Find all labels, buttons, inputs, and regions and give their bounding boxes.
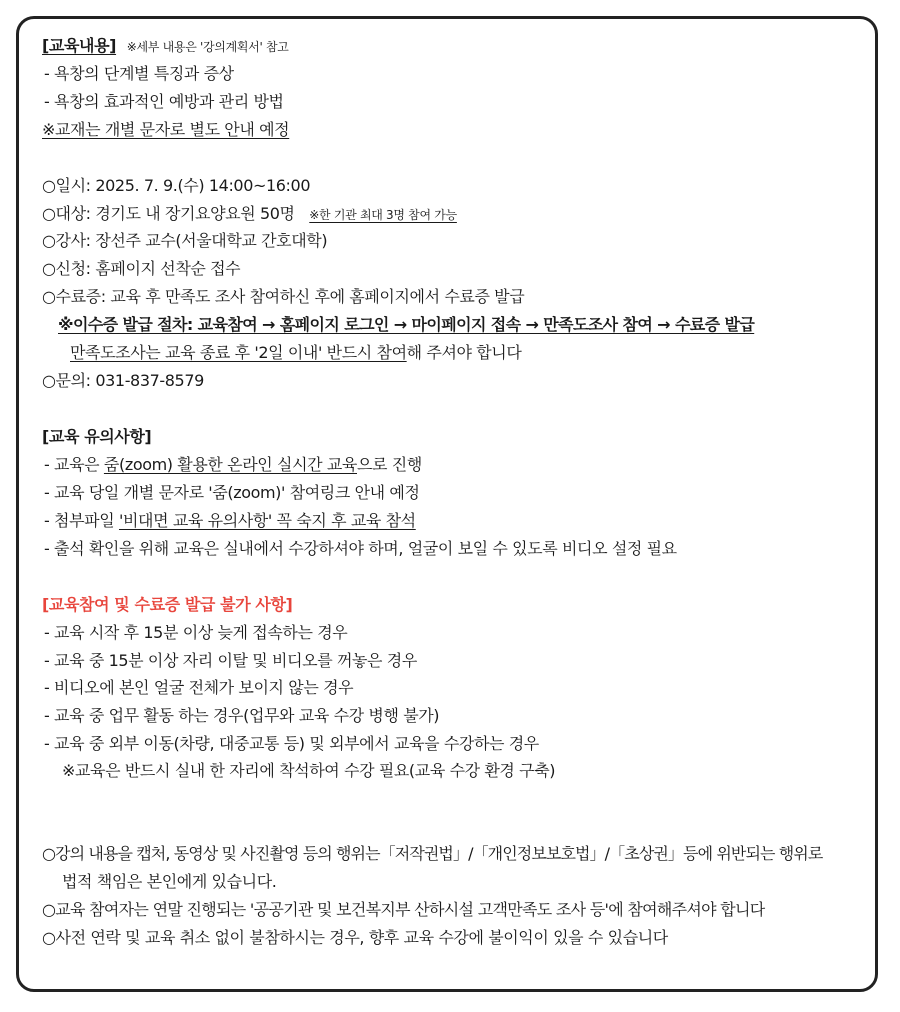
footer-line-2: ○교육 참여자는 연말 진행되는 '공공기관 및 보건복지부 산하시설 고객만족도 조사 등'에 참여해주셔야 합니다 (42, 900, 765, 919)
footer-line-1-cont: 법적 책임은 본인에게 있습니다. (62, 872, 277, 891)
restriction-item-3: - 비디오에 본인 얼굴 전체가 보이지 않는 경우 (44, 678, 354, 697)
footer-line-1: ○강의 내용을 캡처, 동영상 및 사진촬영 등의 행위는「저작권법」/「개인정보보호법」/「초상권」등에 위반되는 행위로 (42, 844, 823, 863)
edu-content-item-1: - 욕창의 단계별 특징과 증상 (44, 64, 234, 83)
survey-deadline-line (70, 342, 521, 364)
notice-item-3 (44, 510, 416, 532)
notice-heading: [교육 유의사항] (42, 427, 152, 446)
certificate-procedure: ※이수증 발급 절차: 교육참여 → 홈페이지 로그인 → 마이페이지 접속 → 만족도조사 참여 → 수료증 발급 (58, 315, 755, 334)
target-line (42, 203, 457, 226)
apply-line: ○신청: 홈페이지 선착순 접수 (42, 259, 241, 278)
notice-item-1-c: 으로 진행 (357, 455, 422, 474)
datetime-line: ○일시: 2025. 7. 9.(수) 14:00~16:00 (42, 176, 311, 195)
contact-line: ○문의: 031-837-8579 (42, 371, 204, 390)
restriction-note: ※교육은 반드시 실내 한 자리에 착석하여 수강 필요(교육 수강 환경 구축) (62, 761, 556, 780)
footer-line-3: ○사전 연락 및 교육 취소 없이 불참하시는 경우, 향후 교육 수강에 불이익이 있을 수 있습니다 (42, 928, 668, 947)
notice-item-3-b: '비대면 교육 유의사항' 꼭 숙지 후 교육 참석 (118, 511, 416, 530)
survey-deadline-underlined: 만족도조사는 교육 종료 후 '2일 이내' 반드시 참여 (70, 343, 407, 362)
notice-item-4: - 출석 확인을 위해 교육은 실내에서 수강하셔야 하며, 얼굴이 보일 수 있도록 비디오 설정 필요 (44, 539, 677, 558)
notice-item-1 (44, 454, 422, 476)
notice-item-3-a: - 첨부파일 (44, 511, 119, 530)
edu-content-heading-row (42, 35, 289, 58)
notice-item-2: - 교육 당일 개별 문자로 '줌(zoom)' 참여링크 안내 예정 (44, 483, 420, 502)
target-note: ※한 기관 최대 3명 참여 가능 (309, 208, 457, 222)
restriction-heading: [교육참여 및 수료증 발급 불가 사항] (42, 595, 293, 614)
edu-content-item-2: - 욕창의 효과적인 예방과 관리 방법 (44, 92, 284, 111)
certificate-line: ○수료증: 교육 후 만족도 조사 참여하신 후에 홈페이지에서 수료증 발급 (42, 287, 525, 306)
edu-content-heading: [교육내용] (42, 36, 117, 55)
restriction-item-1: - 교육 시작 후 15분 이상 늦게 접속하는 경우 (44, 623, 348, 642)
notice-item-1-a: - 교육은 (44, 455, 104, 474)
target-text: ○대상: 경기도 내 장기요양요원 50명 (42, 204, 295, 223)
notice-item-1-b: 줌(zoom) 활용한 온라인 실시간 교육 (103, 455, 357, 474)
restriction-item-5: - 교육 중 외부 이동(차량, 대중교통 등) 및 외부에서 교육을 수강하는 경우 (44, 734, 539, 753)
lecturer-line: ○강사: 장선주 교수(서울대학교 간호대학) (42, 231, 328, 250)
edu-content-note: ※세부 내용은 '강의계획서' 참고 (126, 40, 289, 54)
restriction-item-2: - 교육 중 15분 이상 자리 이탈 및 비디오를 꺼놓은 경우 (44, 651, 417, 670)
restriction-item-4: - 교육 중 업무 활동 하는 경우(업무와 교육 수강 병행 불가) (44, 706, 440, 725)
material-note: ※교재는 개별 문자로 별도 안내 예정 (42, 120, 290, 139)
survey-deadline-rest: 해 주셔야 합니다 (406, 343, 522, 362)
